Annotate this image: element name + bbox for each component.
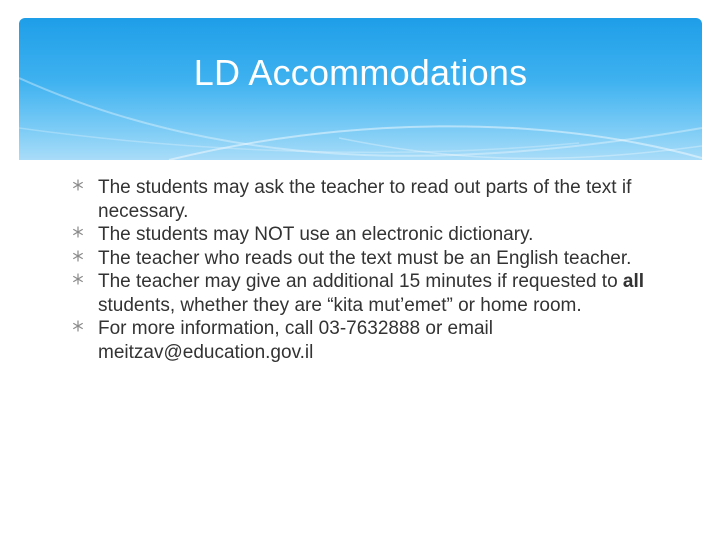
bullet-item (72, 247, 692, 271)
bullet-list (72, 176, 692, 364)
asterisk-icon (72, 179, 84, 191)
bullet-item (72, 270, 692, 317)
bullet-text-emphasis: all (622, 271, 645, 292)
bullet-text: The teacher who reads out the text must be an English teacher. (98, 247, 632, 269)
bullet-text: The students may ask the teacher to read out parts of the text if necessary. (98, 177, 632, 222)
asterisk-icon (72, 320, 84, 332)
asterisk-icon (72, 250, 84, 262)
bullet-item (72, 176, 692, 223)
bullet-text (98, 271, 644, 316)
slide-title: LD Accommodations (193, 52, 528, 93)
bullet-text-before: The teacher may give an additional 15 minutes if requested to (98, 271, 623, 292)
asterisk-icon (72, 226, 84, 238)
bullet-text: For more information, call 03-7632888 or email meitzav@education.gov.il (98, 318, 493, 363)
bullet-text-after: students, whether they are “kita mut’emet” or home room. (98, 294, 582, 316)
bullet-item (72, 317, 692, 364)
bullet-text: The students may NOT use an electronic dictionary. (98, 224, 534, 245)
bullet-item (72, 223, 692, 247)
asterisk-icon (72, 273, 84, 285)
